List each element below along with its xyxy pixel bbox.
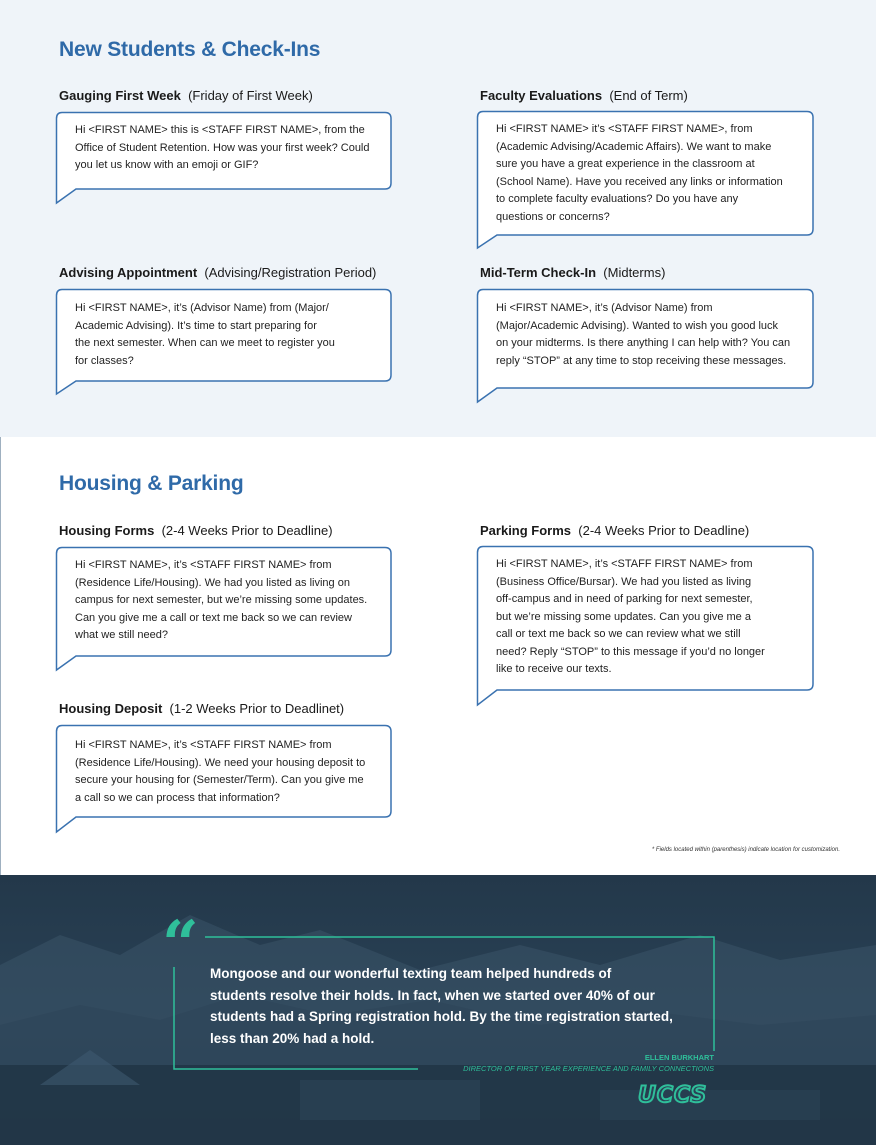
quote-line: students resolve their holds. In fact, when we started over 40% of our bbox=[210, 987, 655, 1003]
customization-footnote: * Fields located within (parenthesis) indicate location for customization. bbox=[651, 847, 840, 853]
quote-line: students had a Spring registration hold. By the time registration started, bbox=[210, 1009, 673, 1024]
message-line: secure your housing for (Semester/Term). Can you give me bbox=[75, 774, 364, 786]
message-line: to complete faculty evaluations? Do you have any bbox=[496, 193, 739, 205]
card-timing: (Advising/Registration Period) bbox=[204, 265, 377, 280]
author-title: DIRECTOR OF FIRST YEAR EXPERIENCE AND FAMILY CONNECTIONS bbox=[463, 1064, 714, 1073]
message-line: Office of Student Retention. How was your first week? Could bbox=[75, 141, 370, 154]
message-line: (Major/Academic Advising). Wanted to wish you good luck bbox=[496, 319, 779, 332]
message-line: Hi <FIRST NAME> it’s <STAFF FIRST NAME>, from bbox=[496, 123, 753, 135]
card-timing: (Midterms) bbox=[603, 265, 666, 280]
author-name: ELLEN BURKHART bbox=[644, 1053, 714, 1062]
message-line: Can you give me a call or text me back so we can review bbox=[75, 611, 352, 624]
testimonial-quote bbox=[210, 963, 700, 1049]
card-timing: (2-4 Weeks Prior to Deadline) bbox=[161, 523, 333, 538]
message-line: sure you have a great experience in the classroom at bbox=[496, 158, 755, 170]
card-title: Housing Deposit bbox=[59, 701, 163, 716]
message-line: but we’re missing some updates. Can you give me a bbox=[496, 610, 751, 623]
message-line: (Residence Life/Housing). We need your housing deposit to bbox=[75, 756, 366, 769]
card-timing: (End of Term) bbox=[609, 88, 688, 103]
message-line: for classes? bbox=[75, 354, 134, 367]
message-line: need? Reply “STOP” to this message if you’d no longer bbox=[496, 645, 765, 658]
card-title: Mid-Term Check-In bbox=[480, 265, 597, 280]
section-title-new-students: New Students & Check-Ins bbox=[59, 38, 321, 61]
message-line: (School Name). Have you received any links or information bbox=[496, 175, 783, 188]
card-label-gauging-first-week bbox=[59, 88, 313, 103]
message-line: (Residence Life/Housing). We had you listed as living on bbox=[75, 576, 350, 589]
card-title: Gauging First Week bbox=[59, 88, 181, 103]
card-title: Parking Forms bbox=[480, 523, 572, 538]
message-line: reply “STOP” at any time to stop receiving these messages. bbox=[496, 354, 787, 367]
message-line: (Academic Advising/Academic Affairs). We want to make bbox=[496, 140, 772, 153]
message-line: on your midterms. Is there anything I can help with? You can bbox=[496, 337, 791, 349]
card-label-faculty-evaluations bbox=[480, 88, 688, 103]
message-line: questions or concerns? bbox=[496, 210, 610, 223]
card-label-housing-deposit bbox=[59, 701, 344, 716]
card-label-mid-term-check-in bbox=[480, 265, 665, 280]
card-label-housing-forms bbox=[59, 523, 333, 538]
message-line: like to receive our texts. bbox=[496, 663, 612, 675]
card-timing: (Friday of First Week) bbox=[188, 88, 313, 103]
message-line: Hi <FIRST NAME> this is <STAFF FIRST NAME>, from the bbox=[75, 124, 365, 136]
quote-mark-icon: “ bbox=[162, 907, 199, 982]
message-line: a call so we can process that information? bbox=[75, 791, 280, 804]
message-line: off-campus and in need of parking for next semester, bbox=[496, 593, 753, 605]
message-line: Hi <FIRST NAME>, it’s (Advisor Name) from (Major/ bbox=[75, 302, 329, 314]
quote-line: less than 20% had a hold. bbox=[210, 1030, 375, 1046]
testimonial-banner bbox=[0, 875, 876, 1145]
card-title: Advising Appointment bbox=[59, 265, 198, 280]
message-line: call or text me back so we can review what we still bbox=[496, 628, 741, 640]
section-title-housing-parking: Housing & Parking bbox=[59, 472, 244, 495]
message-line: Hi <FIRST NAME>, it’s (Advisor Name) from bbox=[496, 302, 713, 314]
card-timing: (2-4 Weeks Prior to Deadline) bbox=[578, 523, 750, 538]
uccs-logo: UCCS bbox=[638, 1083, 708, 1108]
message-line: campus for next semester, but we’re missing some updates. bbox=[75, 594, 368, 606]
message-line: Hi <FIRST NAME>, it’s <STAFF FIRST NAME> from bbox=[496, 558, 753, 570]
card-title: Housing Forms bbox=[59, 523, 155, 538]
card-label-advising-appointment bbox=[59, 265, 376, 280]
message-line: what we still need? bbox=[75, 629, 168, 641]
card-title: Faculty Evaluations bbox=[480, 88, 603, 103]
card-label-parking-forms bbox=[480, 523, 749, 538]
message-line: Hi <FIRST NAME>, it’s <STAFF FIRST NAME> from bbox=[75, 559, 332, 571]
message-line: Hi <FIRST NAME>, it’s <STAFF FIRST NAME> from bbox=[75, 739, 332, 751]
quote-line: Mongoose and our wonderful texting team helped hundreds of bbox=[210, 966, 612, 981]
card-timing: (1-2 Weeks Prior to Deadlinet) bbox=[169, 701, 345, 716]
message-line: the next semester. When can we meet to register you bbox=[75, 337, 335, 349]
message-line: (Business Office/Bursar). We had you listed as living bbox=[496, 575, 752, 588]
message-line: Academic Advising). It’s time to start preparing for bbox=[75, 319, 317, 332]
message-line: you let us know with an emoji or GIF? bbox=[75, 159, 259, 171]
